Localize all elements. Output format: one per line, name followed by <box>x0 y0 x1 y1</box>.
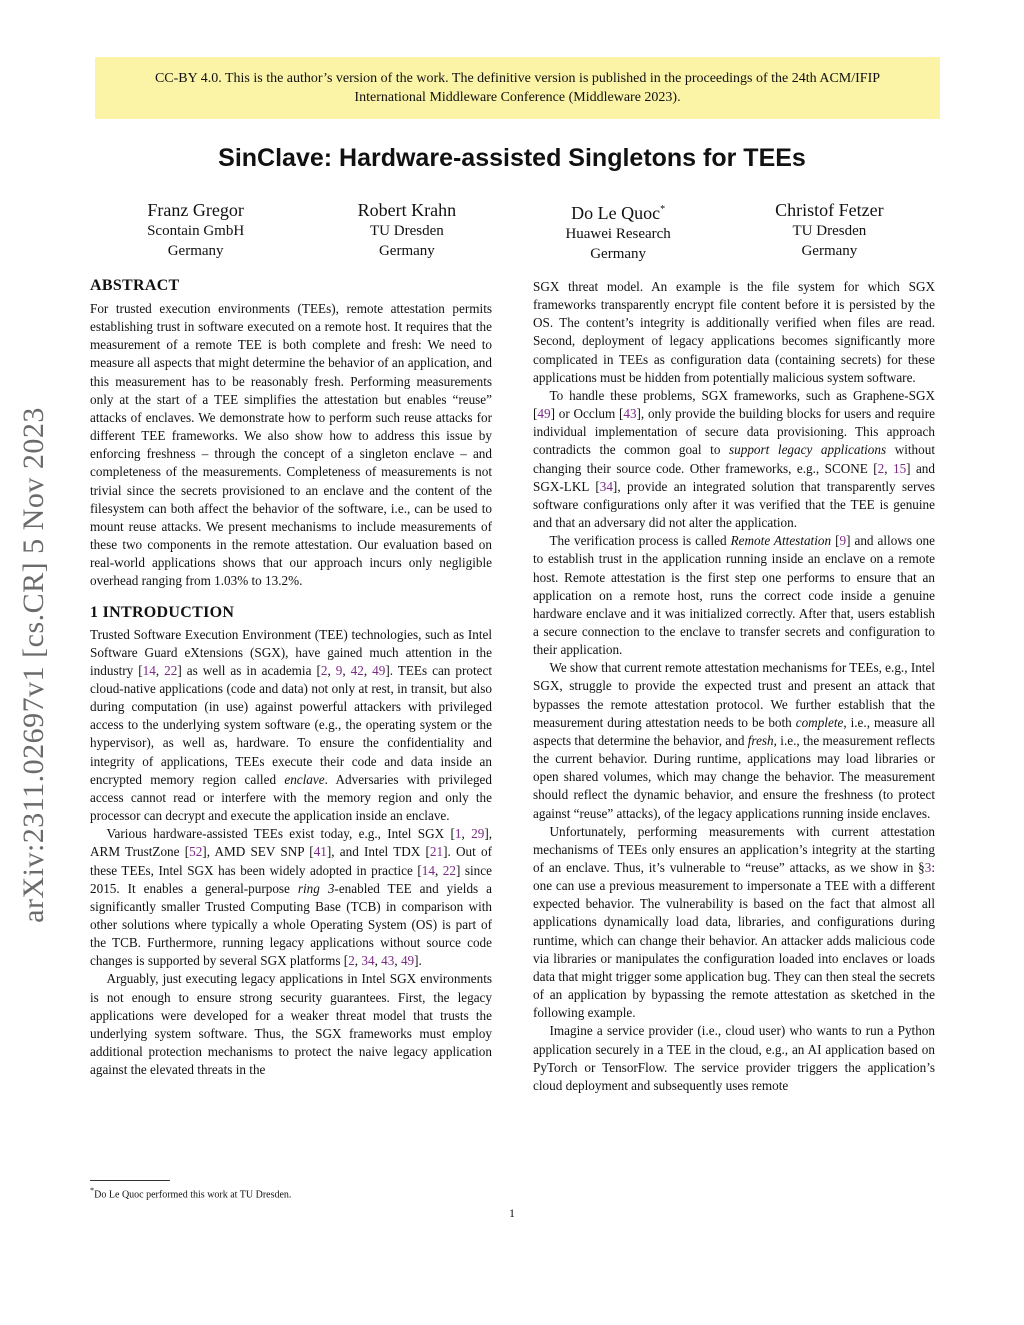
citation-link[interactable]: 9 <box>335 662 343 678</box>
citation-link[interactable]: 49 <box>372 662 386 678</box>
paper-title: SinClave: Hardware-assisted Singletons for TEEs <box>218 144 806 172</box>
footnote-mark: * <box>90 1186 95 1195</box>
citation-link[interactable]: 22 <box>442 862 456 878</box>
abstract-heading: ABSTRACT <box>90 277 180 294</box>
intro-paragraph-1: Trusted Software Execution Environment (TEE) technologies, such as Intel Software Guard eXtensions (SGX), have gained much attention in the industry [14, 22] as well as in academia [2, 9, 42, 49]. TEEs can protect cloud-native applications (code and data) not only at rest, in transit, but also during computation (in use) against powerful attackers with privileged access to the underlying system software (e.g., the operating system or the hypervisor), as well as, hardware. To ensure the confidentiality and integrity of applications, TEEs execute their code and data inside an encrypted memory region called enclave. Adversaries with privileged access cannot read or interfere with the memory region and only the processor can decrypt and execute the application inside an enclave. <box>90 626 493 824</box>
citation-link[interactable]: 1 <box>454 826 462 842</box>
author-country: Germany <box>590 246 647 262</box>
citation-link[interactable]: 42 <box>350 662 364 678</box>
author-4 <box>724 199 935 264</box>
right-paragraph-4: We show that current remote attestation mechanisms for TEEs, e.g., Intel SGX, struggle to provide the expected trust and present an attack that bypasses the remote attestation protocol. We further establish that the measurement during attestation needs to be both complete, i.e., measure all aspects that determine the behavior, and fresh, i.e., the measurement reflects the current behavior. During runtime, applications may load libraries or open shared volumes, which may change the behavior. The measurement should reflect the dynamic behavior, and ensure the freshness (to protect against “reuse” attacks), of the legacy applications running inside enclaves. <box>533 660 936 821</box>
author-affiliation: Huawei Research <box>565 226 671 242</box>
author-1 <box>90 199 301 264</box>
right-paragraph-2: To handle these problems, SGX frameworks, such as Graphene-SGX [49] or Occlum [43], only provide the building blocks for users and require individual implementation of secure data provisioning. This approach contradicts the common goal to support legacy applications without changing their source code. Other frameworks, e.g., SCONE [2, 15] and SGX-LKL [34], provide an integrated solution that transparently serves software configurations only after it was verified that the TEE is genuine and that an adversary did not alter the application. <box>533 387 936 531</box>
author-country: Germany <box>167 243 224 259</box>
license-line-1: CC-BY 4.0. This is the author’s version of the work. The definitive version is published in the proceedings of the 24th ACM/IFIP <box>154 71 881 86</box>
author-name: Robert Krahn <box>357 200 457 220</box>
author-3 <box>513 199 724 264</box>
footnote-text: Do Le Quoc performed this work at TU Dresden. <box>94 1189 292 1201</box>
footnote-rule <box>90 1180 170 1181</box>
citation-link[interactable]: 41 <box>313 844 327 860</box>
citation-link[interactable]: 34 <box>361 953 375 969</box>
citation-link[interactable]: 29 <box>471 826 485 842</box>
author-country: Germany <box>801 243 858 259</box>
intro-heading: 1 INTRODUCTION <box>90 603 235 621</box>
citation-link[interactable]: 52 <box>189 844 203 860</box>
citation-link[interactable]: 14 <box>421 862 435 878</box>
intro-paragraph-3: Arguably, just executing legacy applications in Intel SGX environments is not enough to ensure strong security guarantees. First, the legacy applications were developed for a weaker threat model that trusts the underlying system software. Thus, the SGX frameworks must employ additional protection mechanisms to protect the naive legacy application against the elevated threats in the <box>90 971 492 1078</box>
author-name: Franz Gregor <box>147 200 244 220</box>
citation-link[interactable]: 9 <box>839 533 847 549</box>
right-paragraph-3: The verification process is called Remote Attestation [9] and allows one to establish trust in the application running inside an enclave on a remote host. Remote attestation is the first step one performs to ensure that an application on a remote host, runs the correct code inside a genuine hardware enclave and it was initialized correctly. After that, users establish a secure connection to the enclave to transfer secrets and configuration to their application. <box>533 533 935 658</box>
citation-link[interactable]: 49 <box>537 406 551 422</box>
citation-link[interactable]: 21 <box>429 844 444 860</box>
intro-paragraph-2: Various hardware-assisted TEEs exist today, e.g., Intel SGX [1, 29], ARM TrustZone [52], AMD SEV SNP [41], and Intel TDX [21]. Out of these TEEs, Intel SGX has been widely adopted in practice [14, 22] since 2015. It enables a general-purpose ring 3-enabled TEE and yields a significantly smaller Trusted Computing Base (TCB) in comparison with other solutions where typically a whole Operating System (OS) is part of the TCB. Furthermore, running legacy applications without source code changes is supported by several SGX platforms [2, 34, 43, 49]. <box>90 826 493 969</box>
citation-link[interactable]: 49 <box>400 953 415 969</box>
author-name: Do Le Quoc <box>571 203 661 223</box>
citation-link[interactable]: 2 <box>348 953 355 969</box>
arxiv-sidebar <box>14 360 54 970</box>
author-block <box>90 199 935 264</box>
author-affiliation: Scontain GmbH <box>147 223 245 239</box>
arxiv-identifier: arXiv:2311.02697v1 [cs.CR] 5 Nov 2023 <box>17 407 50 923</box>
right-column <box>533 278 935 1095</box>
citation-link[interactable]: 22 <box>164 662 178 678</box>
left-column <box>90 276 492 1079</box>
author-affiliation: TU Dresden <box>792 223 867 239</box>
author-affiliation: TU Dresden <box>370 223 444 239</box>
citation-link[interactable]: 2 <box>877 460 885 476</box>
license-banner <box>95 57 940 119</box>
abstract-text: For trusted execution environments (TEEs), remote attestation permits establishing trust in software executed on a remote host. It requires that the measurement of a remote TEE is both complete and fresh: We need to measure all aspects that might determine the behavior of an application, and this measurement has to be reasonably fresh. Performing measurements only at the start of a TEE simplifies the attestation but enables “reuse” attacks of enclaves. We demonstrate how to perform such reuse attacks for different TEE frameworks. We also show how to address this issue by enforcing freshness – through the concept of a singleton enclave – and completeness of the measurements. Completeness of measurements is not trivial since the secrets provisioned to an enclave and the content of the filesystem can both affect the behavior of the software, i.e., can be used to mount reuse attacks. We present mechanisms to include measurements of these two components in the remote attestation. Our evaluation based on real-world applications shows that our approach incurs only negligible overhead ranging from 1.03% to 13.2%. <box>90 301 492 589</box>
author-footnote-mark: * <box>660 204 666 215</box>
citation-link[interactable]: 43 <box>623 406 637 422</box>
right-paragraph-1: SGX threat model. An example is the file system for which SGX frameworks transparently encrypt file content before it is persisted by the OS. The content’s integrity is additionally verified when files are read. Second, deployment of legacy applications becomes significantly more complicated in TEEs as configuration data (containing secrets) for these applications must be hidden from potentially malicious system software. <box>533 279 935 385</box>
section-link[interactable]: 3 <box>924 860 932 875</box>
citation-link[interactable]: 14 <box>142 662 156 678</box>
right-paragraph-6: Imagine a service provider (i.e., cloud user) who wants to run a Python application securely in a TEE in the cloud, e.g., an AI application based on PyTorch or TensorFlow. The service provider triggers the application’s cloud deployment and subsequently uses remote <box>533 1023 935 1093</box>
page-number: 1 <box>509 1206 515 1220</box>
author-name: Christof Fetzer <box>775 200 884 220</box>
author-country: Germany <box>378 243 435 259</box>
citation-link[interactable]: 43 <box>381 953 395 969</box>
citation-link[interactable]: 34 <box>599 478 613 494</box>
license-line-2: International Middleware Conference (Middleware 2023). <box>354 90 681 105</box>
citation-link[interactable]: 2 <box>320 662 328 678</box>
right-paragraph-5: Unfortunately, performing measurements with current attestation mechanisms of TEEs only ensures an application’s integrity at the starting of an enclave. Thus, it’s vulnerable to “reuse” attacks, as we show in §3: one can use a previous measurement to impersonate a TEE with a different expected behavior. The vulnerability is based on the fact that almost all applications dynamically load data, libraries, and configurations during runtime, which can change their behavior. An attacker adds malicious code via libraries or manipulates the configuration loaded into enclaves or loads data that might trigger some application bug. They can then steal the secrets of an application by bypassing the remote attestation as sketched in the following example. <box>533 823 935 1021</box>
footnote <box>90 1186 291 1200</box>
author-2 <box>301 199 512 264</box>
citation-link[interactable]: 15 <box>892 460 907 476</box>
